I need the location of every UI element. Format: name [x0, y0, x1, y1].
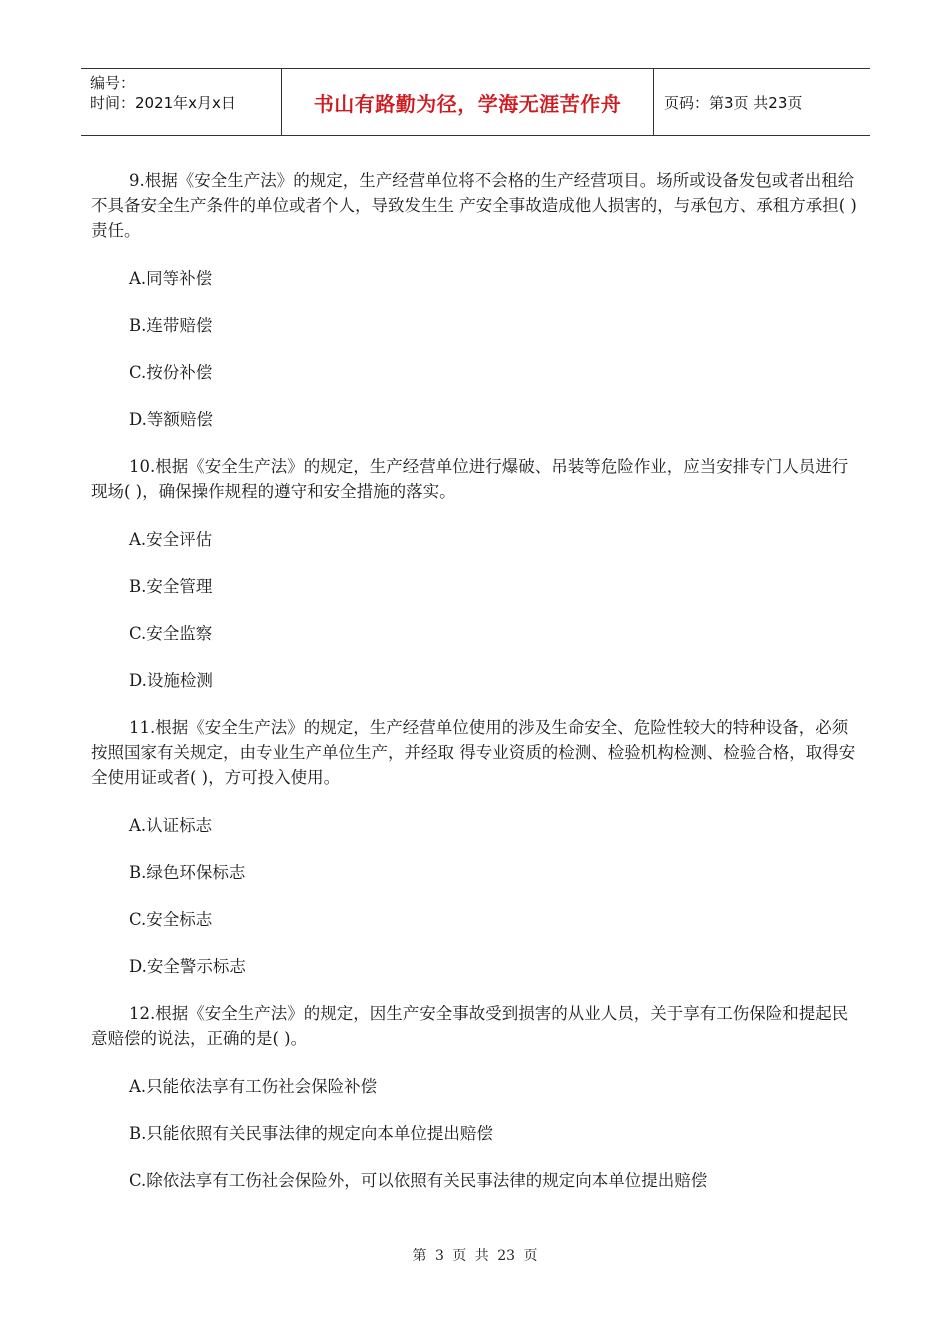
option-item: B.绿色环保标志 [129, 863, 246, 882]
option-item: D.设施检测 [129, 671, 213, 690]
header-page-info: 页码：第3页 共23页 [664, 93, 803, 112]
option-item: C.除依法享有工伤社会保险外，可以依照有关民事法律的规定向本单位提出赔偿 [129, 1171, 708, 1190]
question-text: 11.根据《安全生产法》的规定，生产经营单位使用的涉及生命安全、危险性较大的特种设备，必须按照国家有关规定，由专业生产单位生产，并经取 得专业资质的检测、检验机构检测、检验合格，取得安全使用证或者( )，方可投入使用。 [91, 718, 856, 787]
document-number-label: 编号： [90, 74, 136, 92]
option-item: A.同等补偿 [129, 269, 213, 288]
option-item: B.只能依照有关民事法律的规定向本单位提出赔偿 [129, 1124, 493, 1143]
question-block [91, 454, 863, 693]
option-item: C.按份补偿 [129, 363, 213, 382]
question-text: 10.根据《安全生产法》的规定，生产经营单位进行爆破、吊装等危险作业，应当安排专门人员进行现场( )，确保操作规程的遵守和安全措施的落实。 [91, 457, 849, 501]
page-footer: 第 3 页 共 23 页 [412, 1248, 538, 1264]
option-item: B.安全管理 [129, 577, 213, 596]
header-meta [81, 69, 282, 135]
question-text: 12.根据《安全生产法》的规定，因生产安全事故受到损害的从业人员，关于享有工伤保险和提起民意赔偿的说法，正确的是( )。 [91, 1004, 849, 1048]
option-item: A.安全评估 [129, 530, 213, 549]
option-item: A.认证标志 [129, 816, 213, 835]
document-date: 时间：2021年x月x日 [90, 94, 236, 112]
question-block [91, 715, 863, 979]
question-block [91, 168, 863, 432]
question-text: 9.根据《安全生产法》的规定，生产经营单位将不会格的生产经营项目。场所或设备发包或者出租给不具备安全生产条件的单位或者个人，导致发生生 产安全事故造成他人损害的，与承包方、承租方承担( )责任。 [91, 171, 857, 240]
option-item: C.安全监察 [129, 624, 213, 643]
option-item: D.安全警示标志 [129, 957, 246, 976]
page-header [81, 68, 870, 136]
question-block [91, 1001, 863, 1193]
option-item: D.等额赔偿 [129, 410, 213, 429]
option-item: A.只能依法享有工伤社会保险补偿 [129, 1077, 378, 1096]
option-item: B.连带赔偿 [129, 316, 213, 335]
question-list [91, 168, 863, 1215]
option-item: C.安全标志 [129, 910, 213, 929]
header-motto: 书山有路勤为径，学海无涯苦作舟 [282, 69, 654, 135]
